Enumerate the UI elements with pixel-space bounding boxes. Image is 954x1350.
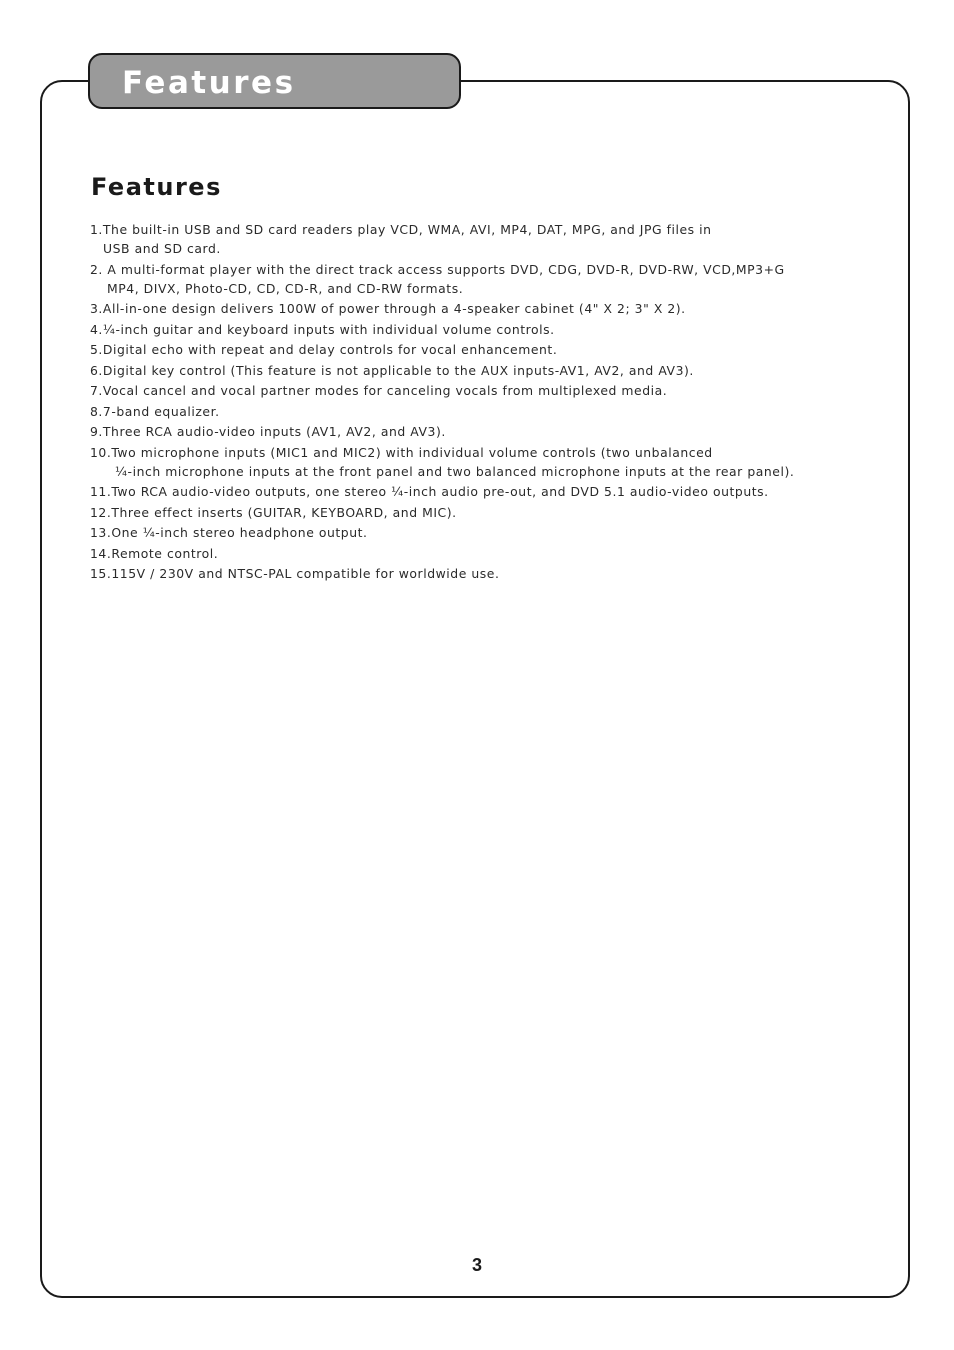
feature-text: 15.115V / 230V and NTSC-PAL compatible for worldwide use. bbox=[90, 566, 500, 581]
feature-item-1 bbox=[90, 220, 830, 258]
section-heading: Features bbox=[91, 173, 222, 201]
feature-item-8 bbox=[90, 402, 830, 421]
header-title: Features bbox=[122, 65, 296, 101]
feature-text: 5.Digital echo with repeat and delay controls for vocal enhancement. bbox=[90, 342, 558, 357]
feature-item-7 bbox=[90, 381, 830, 400]
feature-item-3 bbox=[90, 299, 830, 318]
feature-item-12 bbox=[90, 503, 830, 522]
feature-text: 11.Two RCA audio-video outputs, one stereo ¼-inch audio pre-out, and DVD 5.1 audio-video outputs. bbox=[90, 484, 769, 499]
feature-item-9 bbox=[90, 422, 830, 441]
feature-text-continued: USB and SD card. bbox=[103, 241, 221, 256]
header-tab bbox=[88, 53, 461, 109]
feature-text: 8.7-band equalizer. bbox=[90, 403, 220, 419]
feature-text: 7.Vocal cancel and vocal partner modes for canceling vocals from multiplexed media. bbox=[90, 383, 668, 398]
feature-text: 13.One ¼-inch stereo headphone output. bbox=[90, 525, 368, 540]
feature-text-continued: MP4, DIVX, Photo-CD, CD, CD-R, and CD-RW formats. bbox=[107, 280, 464, 296]
feature-text: 1.The built-in USB and SD card readers play VCD, WMA, AVI, MP4, DAT, MPG, and JPG files in bbox=[90, 222, 712, 237]
feature-item-5 bbox=[90, 340, 830, 359]
feature-item-2 bbox=[90, 260, 830, 298]
feature-text: 4.¼-inch guitar and keyboard inputs with individual volume controls. bbox=[90, 321, 555, 337]
feature-item-4 bbox=[90, 320, 830, 339]
feature-item-13 bbox=[90, 523, 830, 542]
page-number: 3 bbox=[471, 1255, 482, 1275]
feature-text: 2. A multi-format player with the direct track access supports DVD, CDG, DVD-R, DVD-RW, VCD,MP3+G bbox=[90, 261, 785, 277]
feature-item-15 bbox=[90, 564, 830, 583]
feature-list bbox=[90, 220, 830, 585]
feature-item-11 bbox=[90, 482, 830, 501]
feature-text-continued: ¼-inch microphone inputs at the front panel and two balanced microphone inputs at the rear panel). bbox=[115, 463, 795, 479]
feature-text: 10.Two microphone inputs (MIC1 and MIC2) with individual volume controls (two unbalanced bbox=[90, 444, 713, 460]
feature-text: 6.Digital key control (This feature is not applicable to the AUX inputs-AV1, AV2, and AV3). bbox=[90, 362, 694, 378]
feature-item-6 bbox=[90, 361, 830, 380]
feature-text: 12.Three effect inserts (GUITAR, KEYBOARD, and MIC). bbox=[90, 504, 457, 520]
feature-text: 9.Three RCA audio-video inputs (AV1, AV2, and AV3). bbox=[90, 424, 446, 439]
feature-item-10 bbox=[90, 443, 830, 481]
feature-item-14 bbox=[90, 544, 830, 563]
feature-text: 14.Remote control. bbox=[90, 545, 219, 561]
feature-text: 3.All-in-one design delivers 100W of power through a 4-speaker cabinet (4" X 2; 3" X 2). bbox=[90, 301, 686, 316]
